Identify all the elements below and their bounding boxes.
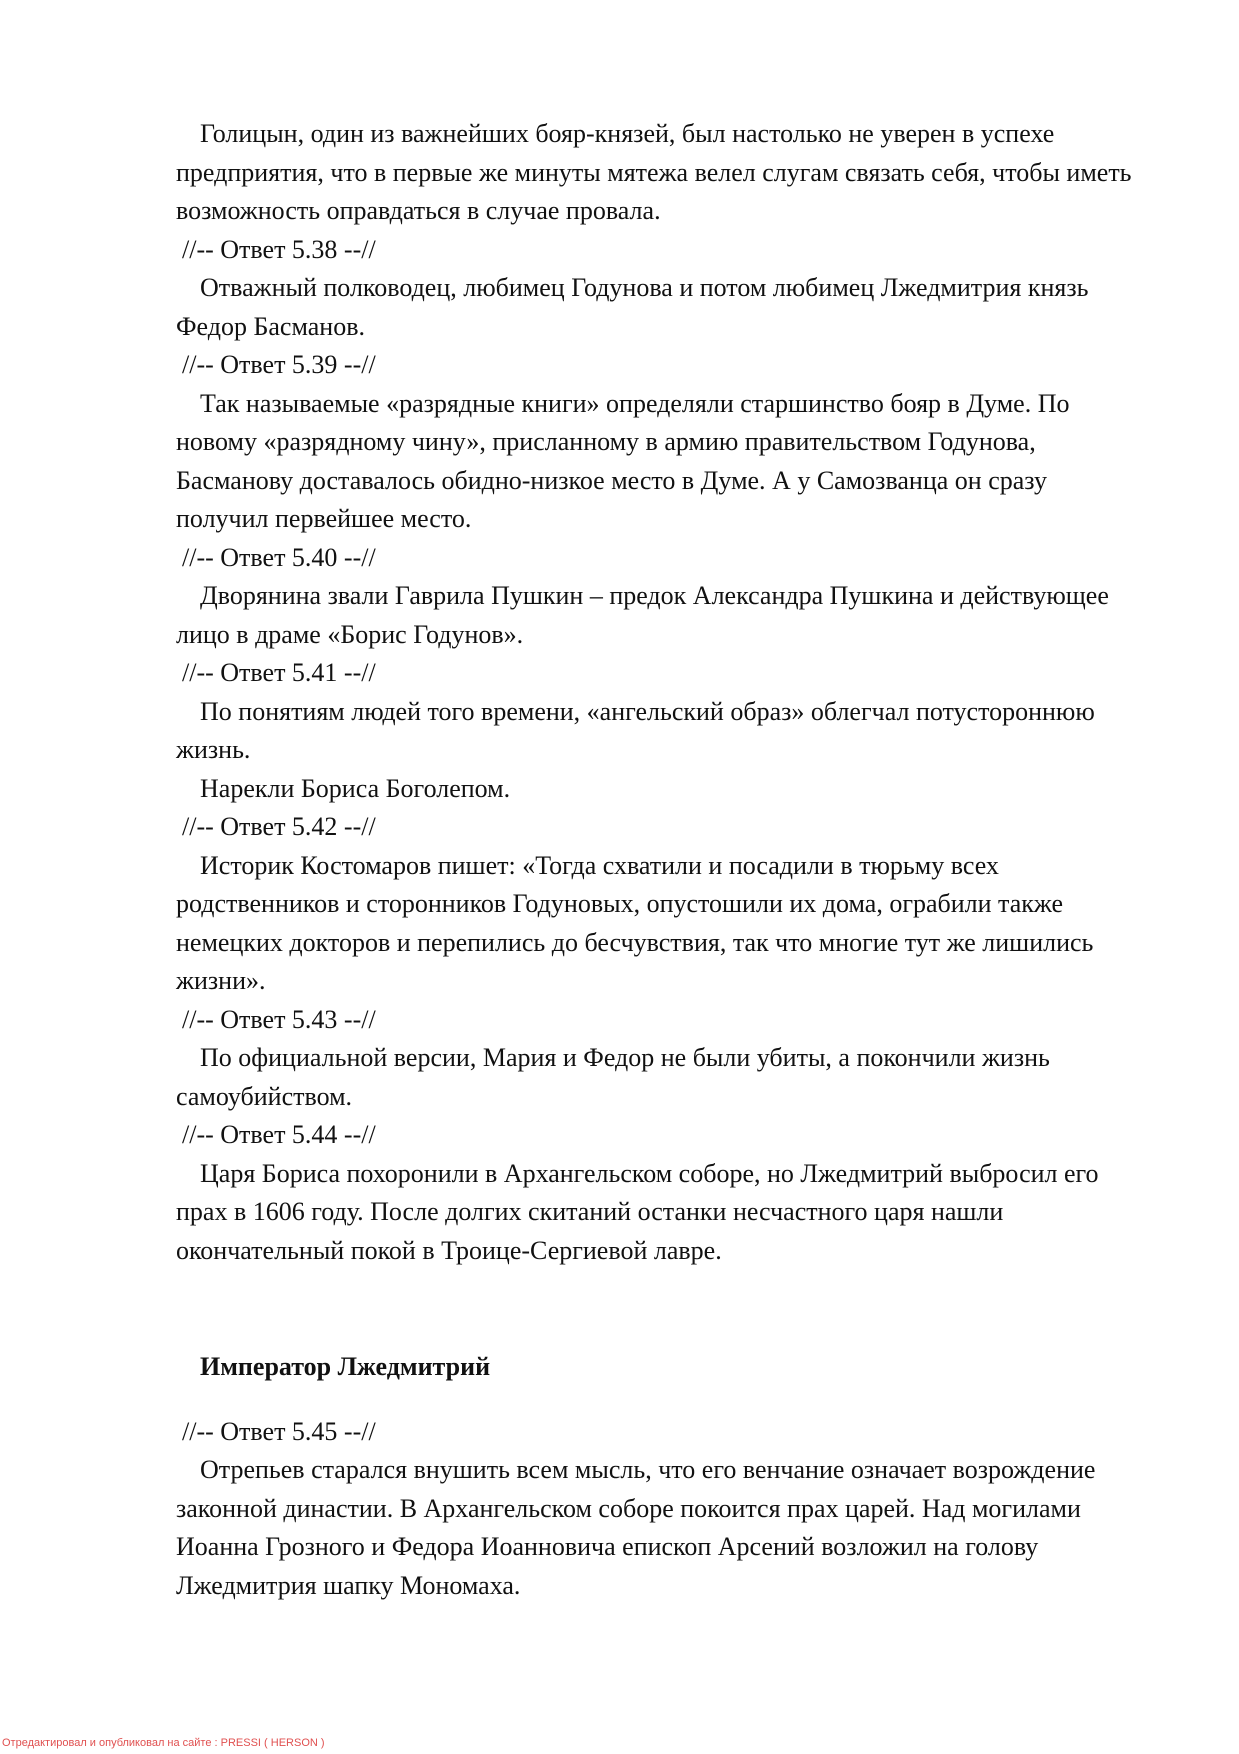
answer-marker: //-- Ответ 5.45 --// [182, 1416, 376, 1446]
answer-marker: //-- Ответ 5.43 --// [182, 1004, 376, 1034]
section-heading: Император Лжедмитрий [200, 1352, 491, 1381]
heading-spacer [176, 1387, 1136, 1413]
answer-paragraph: По официальной версии, Мария и Федор не были убиты, а покончили жизнь самоубийством. [176, 1043, 1050, 1111]
answer-paragraph: Отрепьев старался внушить всем мысль, что его венчание означает возрождение законной династии. В Архангельском соборе покоится прах царей. Над могилами Иоанна Грозного и Федора Иоанновича епископ Арсений возложил на голову Лжедмитрия шапку Мономаха. [176, 1455, 1096, 1600]
answer-marker: //-- Ответ 5.39 --// [182, 350, 376, 379]
publisher-footer: Отредактировал и опубликовал на сайте : PRESSI ( HERSON ) [2, 1737, 325, 1749]
answer-paragraph: Историк Костомаров пишет: «Тогда схватили и посадили в тюрьму всех родственников и сторонников Годуновых, опустошили их дома, ограбили также немецких докторов и перепились до бесчувствия, так что многие тут же лишились жизни». [176, 850, 1094, 995]
document-body [176, 115, 1136, 1605]
answer-paragraph: Нарекли Бориса Боголепом. [200, 773, 511, 803]
answer-marker: //-- Ответ 5.44 --// [182, 1120, 376, 1149]
answer-paragraph: Так называемые «разрядные книги» определяли старшинство бояр в Думе. По новому «разрядному чину», присланному в армию правительством Годунова, Басманову доставалось обидно-низкое место в Думе. А у Самозванца он сразу получил первейшее место. [176, 388, 1070, 533]
answer-paragraph: Царя Бориса похоронили в Архангельском соборе, но Лжедмитрий выбросил его прах в 1606 году. После долгих скитаний останки несчастного царя нашли окончательный покой в Троице-Сергиевой лавре. [176, 1158, 1099, 1265]
answer-paragraph: Отважный полководец, любимец Годунова и потом любимец Лжедмитрия князь Федор Басманов. [176, 273, 1089, 341]
answer-paragraph: По понятиям людей того времени, «ангельский образ» облегчал потустороннюю жизнь. [176, 696, 1095, 764]
answer-marker: //-- Ответ 5.41 --// [182, 658, 376, 687]
answer-marker: //-- Ответ 5.42 --// [182, 812, 376, 841]
section-spacer [176, 1270, 1136, 1348]
answer-marker: //-- Ответ 5.40 --// [182, 542, 376, 572]
answer-paragraph: Голицын, один из важнейших бояр-князей, был настолько не уверен в успехе предприятия, что в первые же минуты мятежа велел слугам связать себя, чтобы иметь возможность оправдаться в случае провала. [176, 119, 1132, 225]
answer-marker: //-- Ответ 5.38 --// [182, 234, 376, 264]
answer-paragraph: Дворянина звали Гаврила Пушкин – предок Александра Пушкина и действующее лицо в драме «Борис Годунов». [176, 581, 1109, 649]
